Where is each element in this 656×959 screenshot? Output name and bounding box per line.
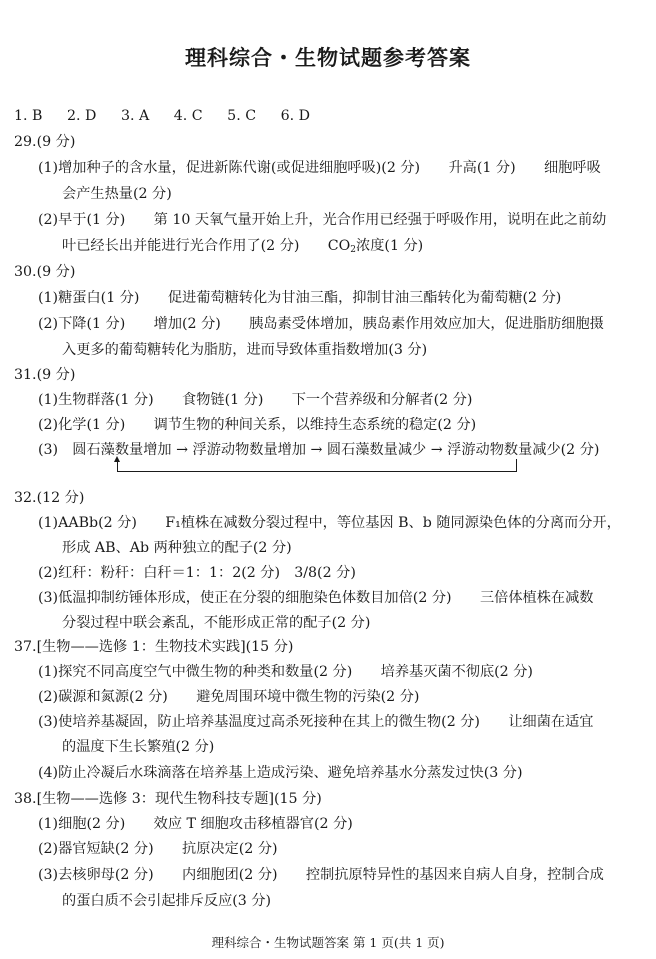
feedback-arrow-icon: [114, 456, 120, 462]
q29-part2-line1: (2)早于(1 分) 第 10 天氧气量开始上升，光合作用已经强于呼吸作用，说明在此之前幼: [38, 212, 607, 228]
q32-part3-line2: 分裂过程中联会紊乱，不能形成正常的配子(2 分): [62, 615, 371, 631]
q37-part3-line1: (3)使培养基凝固，防止培养基温度过高杀死接种在其上的微生物(2 分) 让细菌在适宜: [38, 714, 594, 730]
q32-part1-line1: (1)AABb(2 分) F₁植株在减数分裂过程中，等位基因 B、b 随同源染色体的分离而分开，: [38, 515, 621, 531]
q38-part3-line1: (3)去核卵母(2 分) 内细胞团(2 分) 控制抗原特异性的基因来自病人自身，控制合成: [38, 867, 604, 883]
q38-heading: 38.[生物——选修 3：现代生物科技专题](15 分): [14, 791, 322, 807]
q37-part4: (4)防止冷凝后水珠滴落在培养基上造成污染、避免培养基水分蒸发过快(3 分): [38, 765, 523, 781]
q29-part2-line2: 叶已经长出并能进行光合作用了(2 分) $CO_2$浓度(1 分): [62, 238, 424, 255]
q30-part1: (1)糖蛋白(1 分) 促进葡萄糖转化为甘油三酯，抑制甘油三酯转化为葡萄糖(2 分): [38, 290, 562, 306]
multiple-choice-answers: [14, 107, 330, 125]
q31-part2: (2)化学(1 分) 调节生物的种间关系，以维持生态系统的稳定(2 分): [38, 417, 477, 433]
q32-part2: (2)红秆：粉秆：白秆＝1：1：2(2 分) 3/8(2 分): [38, 565, 356, 581]
q29-part1-line1: (1)增加种子的含水量，促进新陈代谢(或促进细胞呼吸)(2 分) 升高(1 分) 细胞呼吸: [38, 160, 601, 176]
q31-part1: (1)生物群落(1 分) 食物链(1 分) 下一个营养级和分解者(2 分): [38, 392, 473, 408]
mc-answer-4: 4. C: [173, 108, 203, 124]
q32-part3-line1: (3)低温抑制纺锤体形成，使正在分裂的细胞染色体数目加倍(2 分) 三倍体植株在减数: [38, 590, 594, 606]
q38-part2: (2)器官短缺(2 分) 抗原决定(2 分): [38, 841, 278, 857]
q30-part2-line2: 入更多的葡萄糖转化为脂肪，进而导致体重指数增加(3 分): [62, 342, 428, 358]
q37-part2: (2)碳源和氮源(2 分) 避免周围环境中微生物的污染(2 分): [38, 689, 420, 705]
q31-heading: 31.(9 分): [14, 367, 76, 383]
q32-heading: 32.(12 分): [14, 490, 85, 506]
mc-answer-1: 1. B: [14, 108, 43, 124]
q37-heading: 37.[生物——选修 1：生物技术实践](15 分): [14, 639, 294, 655]
mc-answer-5: 5. C: [227, 108, 257, 124]
feedback-loop-line: [117, 459, 517, 472]
q29-part1-line2: 会产生热量(2 分): [62, 186, 172, 202]
q38-part1: (1)细胞(2 分) 效应 T 细胞攻击移植器官(2 分): [38, 816, 353, 832]
q29-heading: 29.(9 分): [14, 134, 76, 150]
q38-part3-line2: 的蛋白质不会引起排斥反应(3 分): [62, 893, 272, 909]
mc-answer-6: 6. D: [280, 108, 311, 124]
q32-part1-line2: 形成 AB、Ab 两种独立的配子(2 分): [62, 540, 292, 556]
q30-heading: 30.(9 分): [14, 264, 76, 280]
mc-answer-2: 2. D: [67, 108, 97, 124]
q30-part2-line1: (2)下降(1 分) 增加(2 分) 胰岛素受体增加，胰岛素作用效应加大，促进脂肪细胞摄: [38, 316, 604, 332]
page-footer: 理科综合・生物试题答案 第 1 页(共 1 页): [211, 935, 445, 950]
q37-part3-line2: 的温度下生长繁殖(2 分): [62, 739, 215, 755]
q31-part3-flow: (3) 圆石藻数量增加 → 浮游动物数量增加 → 圆石藻数量减少 → 浮游动物数量减少(2 分): [38, 442, 600, 458]
mc-answer-3: 3. A: [120, 108, 150, 124]
page-title: 理科综合・生物试题参考答案: [185, 45, 471, 70]
q37-part1: (1)探究不同高度空气中微生物的种类和数量(2 分) 培养基灭菌不彻底(2 分): [38, 664, 533, 680]
